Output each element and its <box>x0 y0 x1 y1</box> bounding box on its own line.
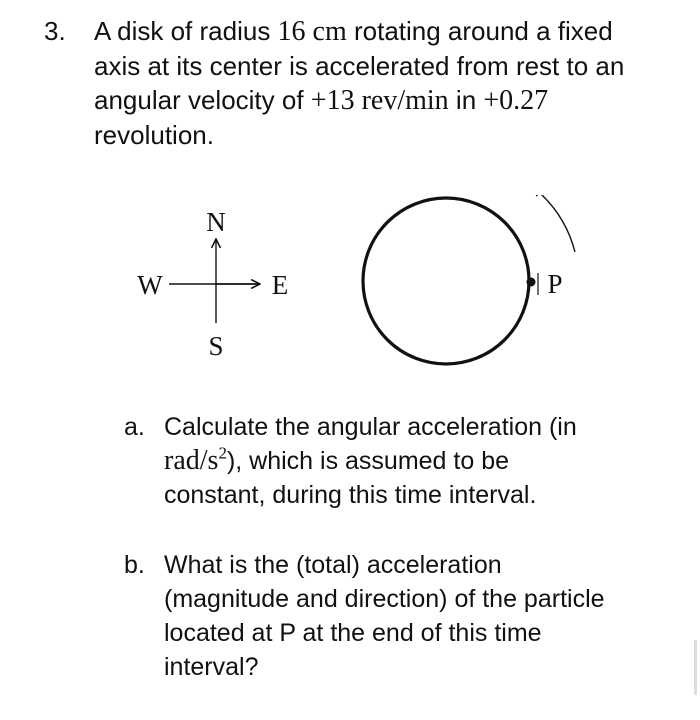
part-a-line-2 <box>164 444 684 478</box>
point-p-dot <box>527 278 536 287</box>
compass-label-south: S <box>208 331 224 361</box>
compass <box>137 207 288 361</box>
compass-label-north: N <box>206 207 226 237</box>
unit-exponent: 2 <box>218 443 227 463</box>
statement-line-1 <box>94 14 684 49</box>
part-a-letter: a. <box>124 413 145 441</box>
part-b <box>124 548 684 684</box>
radius-unit: cm <box>305 16 347 47</box>
text-fragment: ), which is assumed to be <box>226 447 510 475</box>
compass-label-west: W <box>137 270 163 300</box>
unit-rad-per-s2 <box>164 445 227 476</box>
text-fragment: angular velocity of <box>94 85 311 115</box>
rotating-disk <box>363 195 575 364</box>
problem-number: 3. <box>44 16 66 46</box>
scrollbar-indicator <box>694 640 697 695</box>
part-b-line-1: What is the (total) acceleration <box>164 551 502 579</box>
part-b-line-4: interval? <box>164 653 259 681</box>
statement-line-3 <box>94 83 684 118</box>
part-b-letter: b. <box>124 551 145 579</box>
problem-text <box>94 14 684 152</box>
question-parts <box>124 410 684 720</box>
omega-unit: rev/min <box>354 85 449 116</box>
omega-number: +13 <box>310 85 355 116</box>
radius-value <box>278 16 347 47</box>
statement-line-2: axis at its center is accelerated from rest to an <box>94 51 625 81</box>
part-a-line-1: Calculate the angular acceleration (in <box>164 413 577 441</box>
text-fragment: rotating around a fixed <box>346 16 613 46</box>
angular-velocity-value <box>311 85 449 116</box>
figure <box>0 195 700 380</box>
statement-line-4: revolution. <box>94 120 214 150</box>
text-fragment: in <box>448 85 484 115</box>
radius-number: 16 <box>277 16 306 47</box>
point-p-label: P <box>547 269 563 299</box>
disk-circle <box>363 198 529 364</box>
text-fragment: A disk of radius <box>94 16 278 46</box>
part-a-line-3: constant, during this time interval. <box>164 481 537 509</box>
unit-base: rad/s <box>164 445 219 476</box>
revolution-value: +0.27 <box>483 85 549 116</box>
figure-svg <box>0 195 700 380</box>
compass-label-east: E <box>271 270 289 300</box>
part-a <box>124 410 684 512</box>
rotation-direction-arrow <box>533 195 575 252</box>
part-b-line-2: (magnitude and direction) of the particle <box>164 585 605 613</box>
part-b-line-3: located at P at the end of this time <box>164 619 542 647</box>
